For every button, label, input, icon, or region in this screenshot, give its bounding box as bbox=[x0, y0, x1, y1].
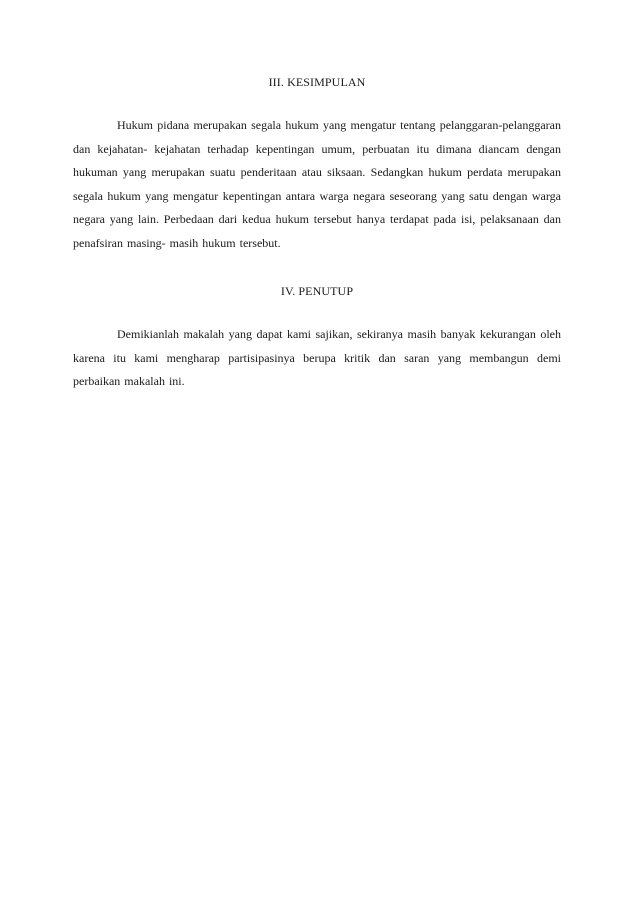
section-heading-penutup: IV. PENUTUP bbox=[280, 284, 354, 298]
spacer bbox=[73, 94, 561, 114]
spacer bbox=[73, 303, 561, 323]
section-paragraph-kesimpulan: Hukum pidana merupakan segala hukum yang mengatur tentang pelanggaran-pelanggaran dan kejahatan- kejahatan terhadap kepentingan umum, perbuatan itu dimana diancam dengan hukuman yang merupakan suatu penderitaan atau siksaan. Sedangkan hukum perdata merupakan segala hukum yang mengatur kepentingan antara warga negara seseorang yang satu dengan warga negara yang lain. Perbedaan dari kedua hukum tersebut hanya terdapat pada isi, pelaksanaan dan penafsiran masing- masih hukum tersebut. bbox=[73, 118, 561, 250]
section-penutup bbox=[73, 279, 561, 394]
section-paragraph-penutup: Demikianlah makalah yang dapat kami sajikan, sekiranya masih banyak kekurangan oleh karena itu kami mengharap partisipasinya berupa kritik dan saran yang membangun demi perbaikan makalah ini. bbox=[73, 327, 561, 388]
section-kesimpulan bbox=[73, 70, 561, 255]
spacer bbox=[73, 255, 561, 279]
section-heading-kesimpulan: III. KESIMPULAN bbox=[268, 75, 366, 89]
document-body bbox=[73, 70, 561, 394]
